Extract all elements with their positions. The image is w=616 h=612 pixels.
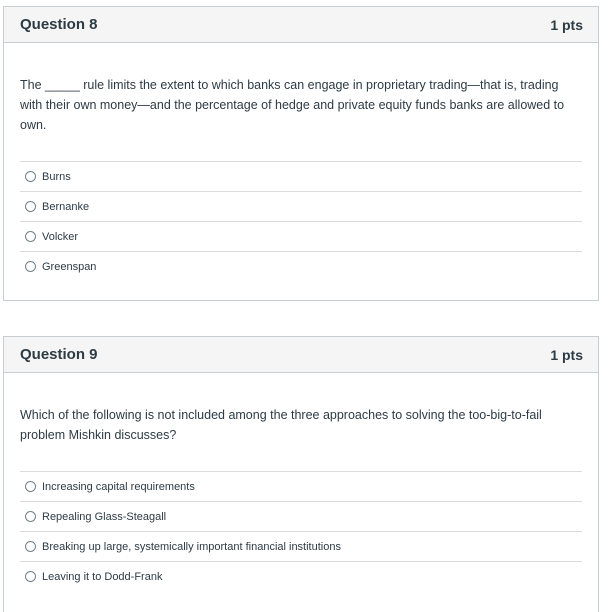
- answer-list: [20, 161, 582, 281]
- radio-button[interactable]: [25, 481, 36, 492]
- question-header: [4, 7, 598, 43]
- answer-option-bernanke[interactable]: [20, 191, 582, 221]
- radio-button[interactable]: [25, 171, 36, 182]
- answer-option-greenspan[interactable]: [20, 251, 582, 281]
- question-points: 1 pts: [550, 346, 583, 363]
- radio-button[interactable]: [25, 231, 36, 242]
- question-title: Question 8: [20, 16, 98, 33]
- question-title: Question 9: [20, 346, 98, 363]
- radio-button[interactable]: [25, 261, 36, 272]
- radio-button[interactable]: [25, 201, 36, 212]
- answer-label[interactable]: Repealing Glass-Steagall: [42, 510, 167, 523]
- answer-option-glass-steagall[interactable]: [20, 501, 582, 531]
- answer-label[interactable]: Increasing capital requirements: [42, 480, 195, 493]
- answer-label[interactable]: Bernanke: [42, 200, 90, 213]
- answer-label[interactable]: Burns: [42, 170, 71, 183]
- radio-button[interactable]: [25, 541, 36, 552]
- question-header: [4, 337, 598, 373]
- answer-label[interactable]: Volcker: [42, 230, 79, 243]
- question-points: 1 pts: [550, 16, 583, 33]
- question-text: The _____ rule limits the extent to which banks can engage in proprietary trading—that is, trading with their own money—and the percentage of hedge and private equity funds banks are allowed to own.: [20, 78, 565, 132]
- answer-option-dodd-frank[interactable]: [20, 561, 582, 591]
- radio-button[interactable]: [25, 511, 36, 522]
- question-9-card: [3, 336, 599, 612]
- radio-button[interactable]: [25, 571, 36, 582]
- question-text: Which of the following is not included among the three approaches to solving the too-big-to-fail problem Mishkin discusses?: [20, 408, 542, 442]
- answer-option-capital-requirements[interactable]: [20, 471, 582, 501]
- answer-label[interactable]: Leaving it to Dodd-Frank: [42, 570, 163, 583]
- answer-label[interactable]: Greenspan: [42, 260, 97, 273]
- answer-option-volcker[interactable]: [20, 221, 582, 251]
- answer-label[interactable]: Breaking up large, systemically important financial institutions: [42, 540, 341, 553]
- question-8-card: [3, 6, 599, 301]
- answer-option-burns[interactable]: [20, 161, 582, 191]
- answer-list: [20, 471, 582, 591]
- answer-option-breaking-up[interactable]: [20, 531, 582, 561]
